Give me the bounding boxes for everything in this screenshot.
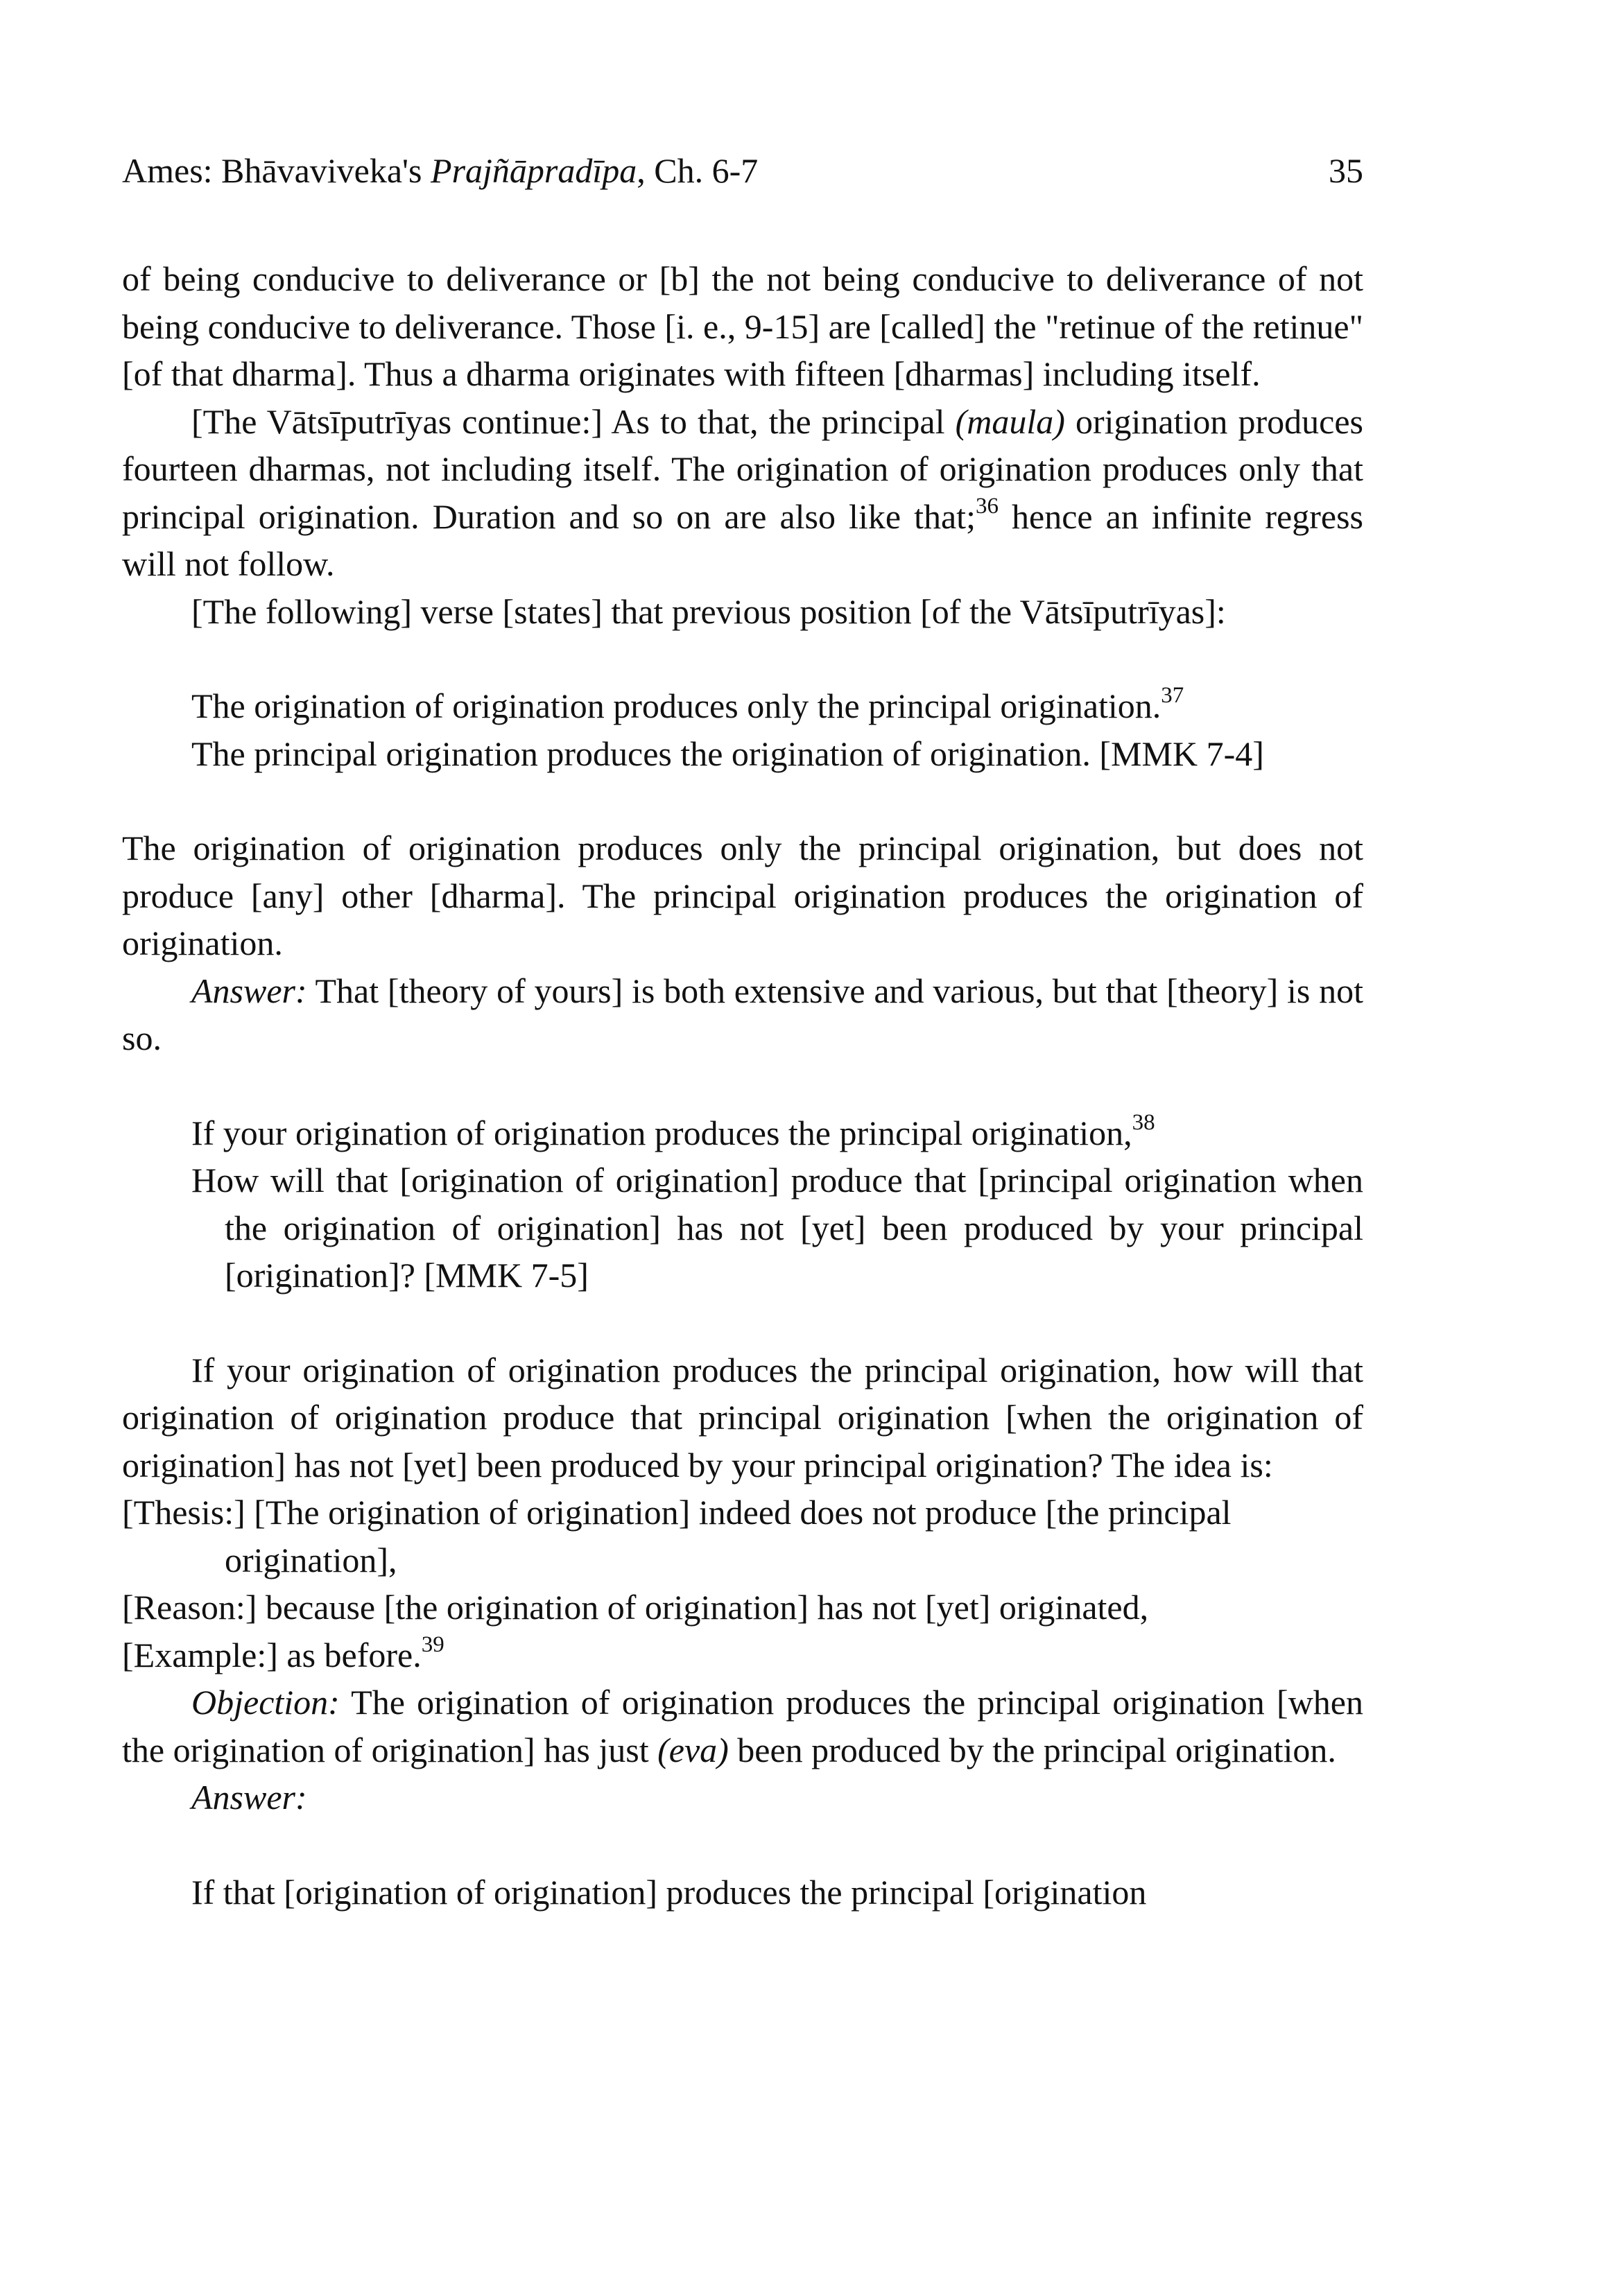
paragraph-commentary: The origination of origination produces only the principal origination, but does not produce [any] other [dharma]. The principal origination produces the origination of origination.	[122, 829, 1363, 962]
paragraph-vatsiputriyas: [The Vātsīputrīyas continue:] As to that, the principal (maula) origination produces fourteen dharmas, not including itself. The origination of origination produces only that principal origination. Duration and so on are also like that;$^{36}$ hence an infinite regress will not follow.	[122, 401, 1363, 583]
page-number: 35	[1329, 151, 1363, 190]
syllogism-thesis: [Thesis:] [The origination of origination] indeed does not produce [the principal origination],	[122, 1493, 1232, 1579]
syllogism-reason: [Reason:] because [the origination of origination] has not [yet] originated,	[122, 1588, 1149, 1627]
paragraph-answer-label	[122, 1774, 1363, 1821]
paragraph-verse-intro: [The following] verse [states] that previous position [of the Vātsīputrīyas]:	[191, 591, 1226, 631]
paragraph-commentary: If your origination of origination produces the principal origination, how will that origination of origination produce that principal origination [when the origination of origination] has not [yet] been produced by your principal origination? The idea is:	[122, 1350, 1363, 1484]
syllogism-example: [Example:] as before.$^{39}$	[122, 1631, 444, 1674]
answer-label: Answer:	[191, 971, 307, 1010]
answer-label: Answer:	[191, 1778, 307, 1817]
page-body	[122, 255, 1363, 1916]
running-header	[122, 150, 1363, 191]
paragraph-continuation: of being conducive to deliverance or [b] the not being conducive to deliverance of not being conducive to deliverance. Those [i. e., 9-15] are [called] the "retinue of the retinue" [of that dharma]. Thus a dharma originates with fifteen [dharmas] including itself.	[122, 259, 1363, 393]
footnote-ref-37: 37	[1161, 683, 1184, 709]
verse-line: If that [origination of origination] produces the principal [origination	[191, 1872, 1147, 1912]
verse-line: The principal origination produces the origination of origination. [MMK 7-4]	[191, 734, 1264, 773]
objection-label: Objection:	[191, 1683, 340, 1722]
paragraph-objection: Objection: The origination of origination produces the principal origination [when the origination of origination] has just (eva) been produced by the principal origination.	[122, 1683, 1363, 1769]
paragraph-answer: Answer: That [theory of yours] is both extensive and various, but that [theory] is not so.	[122, 971, 1363, 1057]
verse-continuing	[191, 1869, 1363, 1916]
footnote-ref-36: 36	[975, 493, 999, 519]
verse-mmk-7-4	[191, 682, 1363, 777]
verse-mmk-7-5	[191, 1109, 1363, 1299]
verse-line: How will that [origination of origination] produce that [principal origination when the origination of origination] has not [yet] been produced by your principal [origination]? [MMK 7-5]	[191, 1161, 1363, 1294]
header-book-title: Prajñāpradīpa	[431, 151, 637, 190]
footnote-ref-38: 38	[1132, 1109, 1155, 1135]
verse-line: The origination of origination produces only the principal origination.$^{37}$	[191, 683, 1184, 725]
footnote-ref-39: 39	[421, 1631, 444, 1657]
header-author-title: Ames: Bhāvaviveka's Prajñāpradīpa, Ch. 6-7	[122, 151, 759, 190]
verse-line: If your origination of origination produces the principal origination,$^{38}$	[191, 1109, 1155, 1152]
term-eva: (eva)	[657, 1730, 729, 1769]
term-maula: (maula)	[955, 401, 1065, 441]
